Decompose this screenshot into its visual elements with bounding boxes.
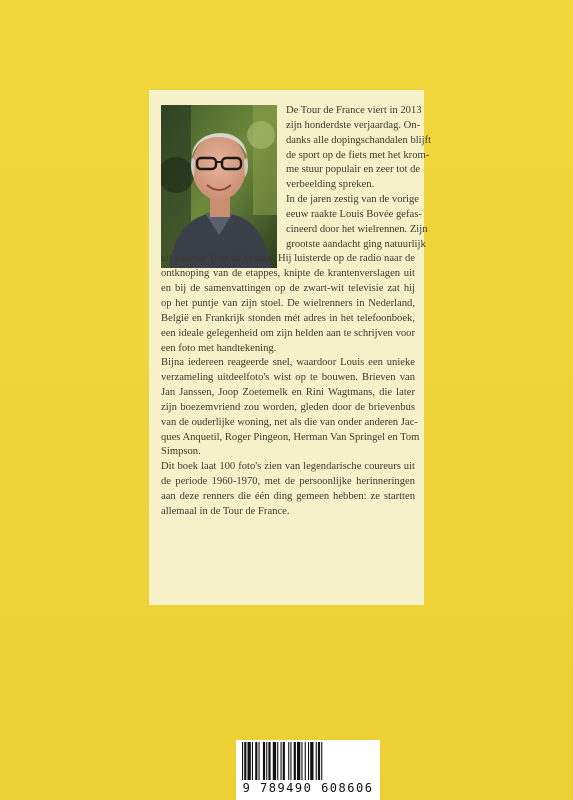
text-line: zijn honderdste verjaardag. On- bbox=[286, 119, 421, 131]
paragraph-1 bbox=[161, 104, 432, 193]
text-line: op het puntje van zijn stoel. De wielrenners in Nederland, bbox=[161, 297, 415, 309]
text-line: danks alle dopingschandalen blijft bbox=[286, 134, 432, 146]
barcode-bar bbox=[288, 742, 289, 780]
text-line: eeuw raakte Louis Bovée gefas- bbox=[286, 208, 422, 220]
barcode-bar bbox=[242, 742, 243, 780]
barcode-bar bbox=[266, 742, 267, 780]
text-line: uit naar de Tour de France. Hij luisterde op de radio naar de bbox=[161, 253, 415, 265]
text-line: In de jaren zestig van de vorige bbox=[286, 194, 419, 206]
barcode-bar bbox=[316, 742, 317, 780]
barcode-bar bbox=[297, 742, 300, 780]
barcode-bar bbox=[294, 742, 296, 780]
text-line: de periode 1960-1970, met de persoonlijke herinneringen bbox=[161, 476, 415, 488]
text-line: aan deze renners die één ding gemeen hebben: ze startten bbox=[161, 490, 415, 502]
barcode-bar bbox=[308, 742, 309, 780]
barcode-bar bbox=[321, 742, 322, 780]
barcode-bars bbox=[236, 740, 380, 782]
barcode-bar bbox=[248, 742, 251, 780]
paragraph-3 bbox=[161, 356, 420, 460]
barcode-bar bbox=[252, 742, 253, 780]
text-line: grootste aandacht ging natuurlijk bbox=[286, 238, 426, 250]
barcode-bar bbox=[259, 742, 260, 780]
text-line: verbeelding spreken. bbox=[286, 179, 375, 191]
paragraph-4 bbox=[161, 460, 415, 519]
text-line: en bij de samenvattingen op de zwart-wit televisie zat hij bbox=[161, 283, 415, 295]
barcode-bar bbox=[268, 742, 270, 780]
barcode-bar bbox=[290, 742, 291, 780]
barcode-bar bbox=[305, 742, 306, 780]
barcode-bar bbox=[263, 742, 265, 780]
isbn-number: 9 789490 608606 bbox=[242, 781, 374, 795]
text-line: allemaal in de Tour de France. bbox=[161, 505, 290, 517]
text-line: Simpson. bbox=[161, 446, 201, 458]
barcode-bar bbox=[273, 742, 276, 780]
text-line: me stuur populair en zeer tot de bbox=[286, 164, 421, 176]
barcode-bar bbox=[281, 742, 282, 780]
barcode-bar bbox=[301, 742, 302, 780]
text-line: ques Anquetil, Roger Pingeon, Herman Van Springel en Tom bbox=[161, 431, 420, 443]
text-line: een foto met handtekening. bbox=[161, 342, 277, 354]
text-line: Bijna iedereen reageerde snel, waardoor Louis een unieke bbox=[161, 357, 415, 369]
barcode-bar bbox=[277, 742, 278, 780]
barcode-bar bbox=[244, 742, 246, 780]
text-line: Dit boek laat 100 foto's zien van legendarische coureurs uit bbox=[161, 461, 415, 473]
barcode-bar bbox=[310, 742, 313, 780]
text-line: een ideale gelegenheid om zijn helden aan te schrijven voor bbox=[161, 327, 415, 339]
blurb-text bbox=[161, 104, 432, 520]
text-line: België en Frankrijk stonden mét adres in het telefoonboek, bbox=[161, 312, 415, 324]
text-line: verzameling uitdeelfoto's wist op te bouwen. Brieven van bbox=[161, 372, 415, 384]
barcode-bar bbox=[318, 742, 320, 780]
text-line: ontknoping van de etappes, knipte de krantenverslagen uit bbox=[161, 268, 415, 280]
paragraph-2 bbox=[161, 193, 428, 356]
barcode-bar bbox=[255, 742, 257, 780]
text-line: de sport op de fiets met het krom- bbox=[286, 149, 430, 161]
text-line: van de ouderlijke woning, net als die van onder anderen Jac- bbox=[161, 416, 418, 428]
barcode-bar bbox=[283, 742, 285, 780]
text-line: cineerd door het wielrennen. Zijn bbox=[286, 223, 428, 235]
text-line: zijn boezemvriend zou worden, gleden door de brievenbus bbox=[161, 401, 415, 413]
text-line: Jan Janssen, Joop Zoetemelk en Rini Wagtmans, die later bbox=[161, 387, 415, 399]
text-line: De Tour de France viert in 2013 bbox=[286, 105, 422, 116]
